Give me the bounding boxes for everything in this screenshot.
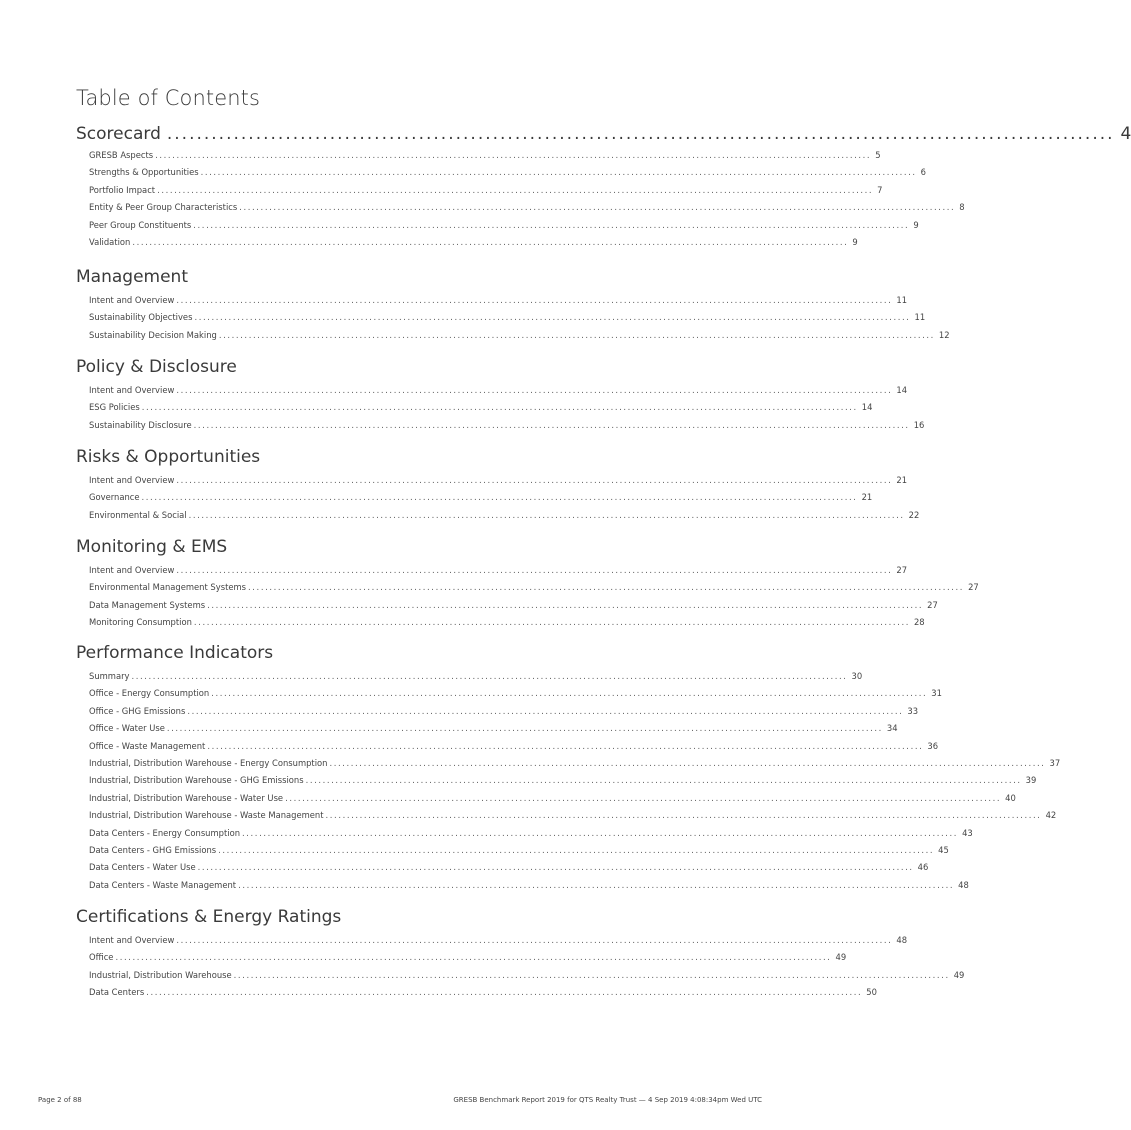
entry-page-number: 28 (913, 617, 925, 628)
entry-label: Data Centers - Waste Management (89, 879, 237, 890)
dot-leader: ........................................................................................................................................................................ (218, 329, 935, 340)
entry-label: Industrial, Distribution Warehouse (89, 969, 232, 980)
toc-entry[interactable] (89, 952, 847, 969)
toc-entry-list (76, 475, 920, 527)
entry-page-number: 21 (896, 475, 908, 485)
toc-entry[interactable] (89, 492, 873, 509)
entry-label: Data Centers - GHG Emissions (89, 844, 217, 855)
toc-entry[interactable] (89, 236, 858, 254)
toc-entry[interactable] (89, 617, 925, 634)
toc-entry[interactable] (89, 757, 1061, 775)
entry-label: Data Centers - Energy Consumption (89, 827, 241, 838)
dot-leader: ........................................................................................................................................................................ (176, 385, 893, 395)
toc-entry[interactable] (89, 688, 942, 705)
entry-label: Environmental Management Systems (89, 582, 247, 593)
entry-label: Office - Waste Management (89, 740, 206, 751)
dot-leader: ........................................................................................................................................................................ (207, 740, 924, 751)
toc-entry-list (76, 150, 965, 254)
entry-page-number: 21 (861, 492, 873, 503)
toc-entry[interactable] (89, 671, 863, 688)
section-title[interactable]: Monitoring & EMS (76, 537, 228, 557)
toc-entry[interactable] (89, 219, 919, 237)
toc-entry[interactable] (89, 775, 1037, 792)
toc-entry[interactable] (89, 184, 883, 202)
toc-entry[interactable] (89, 792, 1016, 810)
entry-page-number: 31 (931, 688, 942, 699)
entry-label: Intent and Overview (89, 295, 175, 305)
toc-entry[interactable] (89, 150, 881, 167)
entry-label: Intent and Overview (89, 935, 175, 945)
dot-leader: ........................................................................................................................................................................ (242, 827, 959, 838)
dot-leader: ........................................................................................................................................................................ (176, 475, 893, 485)
toc-entry[interactable] (89, 329, 950, 347)
page-title: Table of Contents (76, 86, 261, 110)
entry-page-number: 50 (866, 987, 877, 998)
dot-leader: ........................................................................................................................................................................ (176, 935, 893, 945)
entry-label: GRESB Aspects (89, 150, 154, 160)
dot-leader: ........................................................................................................................................................................ (141, 492, 858, 503)
toc-entry[interactable] (89, 582, 979, 599)
toc-entry[interactable] (89, 295, 908, 312)
dot-leader: ........................................................................................................................................................................ (248, 582, 965, 593)
entry-page-number: 49 (835, 952, 847, 963)
dot-leader: ........................................................................................................................................................................ (176, 295, 893, 305)
entry-label: Office - Energy Consumption (89, 688, 210, 699)
entry-label: Sustainability Objectives (89, 312, 193, 323)
dot-leader: ........................................................................................................................................................................ (188, 509, 905, 520)
toc-section-performance-indicators (76, 641, 1061, 897)
toc-entry[interactable] (89, 509, 920, 527)
entry-page-number: 27 (896, 565, 908, 575)
entry-page-number: 6 (920, 167, 926, 178)
dot-leader: ........................................................................................................................................................................ (155, 150, 872, 160)
entry-page-number: 11 (914, 312, 926, 323)
toc-entry-list (76, 935, 965, 1005)
dot-leader: ........................................................................................................................................................................ (233, 969, 950, 980)
dot-leader: ........................................................................................................................................................................ (187, 705, 904, 716)
entry-label: Intent and Overview (89, 565, 175, 575)
section-title[interactable]: Policy & Disclosure (76, 357, 237, 377)
toc-entry-list (76, 671, 1061, 897)
entry-label: Peer Group Constituents (89, 219, 192, 230)
section-page-number: 4 (1120, 124, 1131, 144)
toc-entry[interactable] (89, 475, 908, 492)
dot-leader: ........................................................................................................................................................................ (131, 671, 848, 681)
page-indicator: Page 2 of 88 (38, 1096, 82, 1104)
toc-section-management (76, 265, 950, 347)
toc-entry[interactable] (89, 969, 965, 987)
toc-section-scorecard (76, 122, 1131, 254)
entry-label: Governance (89, 492, 140, 503)
entry-page-number: 12 (938, 329, 950, 340)
dot-leader: ........................................................................................................................................................................ (200, 167, 917, 178)
toc-entry[interactable] (89, 565, 908, 582)
toc-entry[interactable] (89, 402, 873, 419)
dot-leader: ........................................................................................................................................................................ (285, 792, 1002, 803)
dot-leader: ........................................................................................................................................................................ (157, 184, 874, 195)
entry-page-number: 22 (908, 509, 920, 520)
entry-page-number: 8 (959, 202, 965, 213)
entry-label: ESG Policies (89, 402, 140, 413)
toc-entry[interactable] (89, 723, 898, 740)
entry-label: Strengths & Opportunities (89, 167, 199, 178)
entry-label: Industrial, Distribution Warehouse - Energy Consumption (89, 757, 328, 768)
section-heading-link[interactable] (76, 122, 1131, 146)
toc-entry[interactable] (89, 844, 949, 862)
entry-label: Monitoring Consumption (89, 617, 192, 628)
entry-label: Intent and Overview (89, 385, 175, 395)
entry-page-number: 9 (913, 219, 919, 230)
toc-entry[interactable] (89, 987, 877, 1004)
toc-entry[interactable] (89, 935, 908, 952)
dot-leader: ........................................................................................................................................................................ (141, 402, 858, 413)
entry-page-number: 9 (852, 236, 858, 247)
entry-page-number: 48 (896, 935, 908, 945)
entry-label: Sustainability Decision Making (89, 329, 217, 340)
entry-label: Industrial, Distribution Warehouse - Water Use (89, 792, 284, 803)
entry-label: Office - GHG Emissions (89, 705, 186, 716)
toc-section-monitoring-ems (76, 535, 979, 635)
toc-entry[interactable] (89, 862, 929, 879)
entry-label: Validation (89, 236, 131, 247)
dot-leader: ........................................................................................................................................................................ (197, 862, 914, 873)
dot-leader: ........................................................................................................................................................................ (115, 952, 832, 963)
toc-entry[interactable] (89, 879, 969, 897)
entry-page-number: 40 (1005, 792, 1016, 803)
entry-page-number: 16 (913, 419, 925, 430)
entry-page-number: 34 (886, 723, 898, 734)
dot-leader: ........................................................................................................................................................................ (193, 219, 910, 230)
entry-page-number: 11 (896, 295, 908, 305)
page-footer (38, 1096, 762, 1104)
toc-entry[interactable] (89, 202, 965, 219)
toc-entry[interactable] (89, 385, 908, 402)
entry-page-number: 45 (938, 844, 949, 855)
dot-leader: ........................................................................................................................................................................ (211, 688, 928, 699)
entry-label: Data Centers (89, 987, 145, 998)
entry-label: Office - Water Use (89, 723, 165, 734)
dot-leader: ................................................................................................................................ (166, 124, 1115, 144)
entry-label: Portfolio Impact (89, 184, 156, 195)
toc-section-certifications-energy-ratings (76, 905, 965, 1005)
entry-page-number: 7 (877, 184, 883, 195)
toc-section-risks-opportunities (76, 445, 920, 527)
toc-entry-list (76, 385, 925, 437)
dot-leader: ........................................................................................................................................................................ (329, 757, 1046, 768)
entry-page-number: 42 (1045, 810, 1057, 821)
dot-leader: ........................................................................................................................................................................ (238, 879, 955, 890)
entry-page-number: 48 (958, 879, 969, 890)
dot-leader: ........................................................................................................................................................................ (305, 775, 1022, 786)
dot-leader: ........................................................................................................................................................................ (132, 236, 849, 247)
entry-label: Data Management Systems (89, 599, 206, 610)
entry-page-number: 33 (907, 705, 919, 716)
dot-leader: ........................................................................................................................................................................ (239, 202, 956, 213)
dot-leader: ........................................................................................................................................................................ (166, 723, 883, 734)
entry-page-number: 5 (875, 150, 881, 160)
dot-leader: ........................................................................................................................................................................ (193, 617, 910, 628)
entry-label: Entity & Peer Group Characteristics (89, 202, 238, 213)
dot-leader: ........................................................................................................................................................................ (193, 419, 910, 430)
entry-page-number: 46 (917, 862, 929, 873)
section-title[interactable]: Risks & Opportunities (76, 447, 261, 467)
toc-entry-list (76, 565, 979, 635)
entry-page-number: 27 (927, 599, 938, 610)
toc-entry-list (76, 295, 950, 347)
entry-page-number: 39 (1025, 775, 1037, 786)
entry-label: Environmental & Social (89, 509, 187, 520)
dot-leader: ........................................................................................................................................................................ (176, 565, 893, 575)
entry-label: Data Centers - Water Use (89, 862, 196, 873)
toc-entry[interactable] (89, 740, 939, 758)
toc-entry[interactable] (89, 705, 919, 723)
entry-page-number: 27 (968, 582, 979, 593)
entry-page-number: 14 (896, 385, 908, 395)
entry-page-number: 37 (1049, 757, 1061, 768)
dot-leader: ........................................................................................................................................................................ (325, 810, 1042, 821)
dot-leader: ........................................................................................................................................................................ (207, 599, 924, 610)
entry-label: Sustainability Disclosure (89, 419, 192, 430)
entry-label: Intent and Overview (89, 475, 175, 485)
section-title[interactable]: Management (76, 267, 188, 287)
section-title[interactable]: Certifications & Energy Ratings (76, 907, 342, 927)
report-info: GRESB Benchmark Report 2019 for QTS Realty Trust — 4 Sep 2019 4:08:34pm Wed UTC (453, 1096, 762, 1104)
entry-label: Summary (89, 671, 130, 681)
toc-entry[interactable] (89, 827, 973, 845)
entry-label: Office (89, 952, 114, 963)
dot-leader: ........................................................................................................................................................................ (194, 312, 911, 323)
entry-page-number: 14 (861, 402, 873, 413)
entry-page-number: 43 (962, 827, 973, 838)
toc-entry[interactable] (89, 810, 1057, 827)
entry-page-number: 49 (953, 969, 965, 980)
section-title[interactable]: Performance Indicators (76, 643, 274, 663)
toc-entry[interactable] (89, 599, 938, 617)
entry-label: Industrial, Distribution Warehouse - Waste Management (89, 810, 324, 821)
toc-entry[interactable] (89, 312, 926, 329)
entry-page-number: 30 (851, 671, 863, 681)
section-title: Scorecard (76, 124, 161, 144)
toc-section-policy-disclosure (76, 355, 925, 437)
toc-entry[interactable] (89, 167, 926, 184)
dot-leader: ........................................................................................................................................................................ (146, 987, 863, 998)
entry-label: Industrial, Distribution Warehouse - GHG Emissions (89, 775, 304, 786)
dot-leader: ........................................................................................................................................................................ (218, 844, 935, 855)
entry-page-number: 36 (927, 740, 939, 751)
toc-entry[interactable] (89, 419, 925, 437)
